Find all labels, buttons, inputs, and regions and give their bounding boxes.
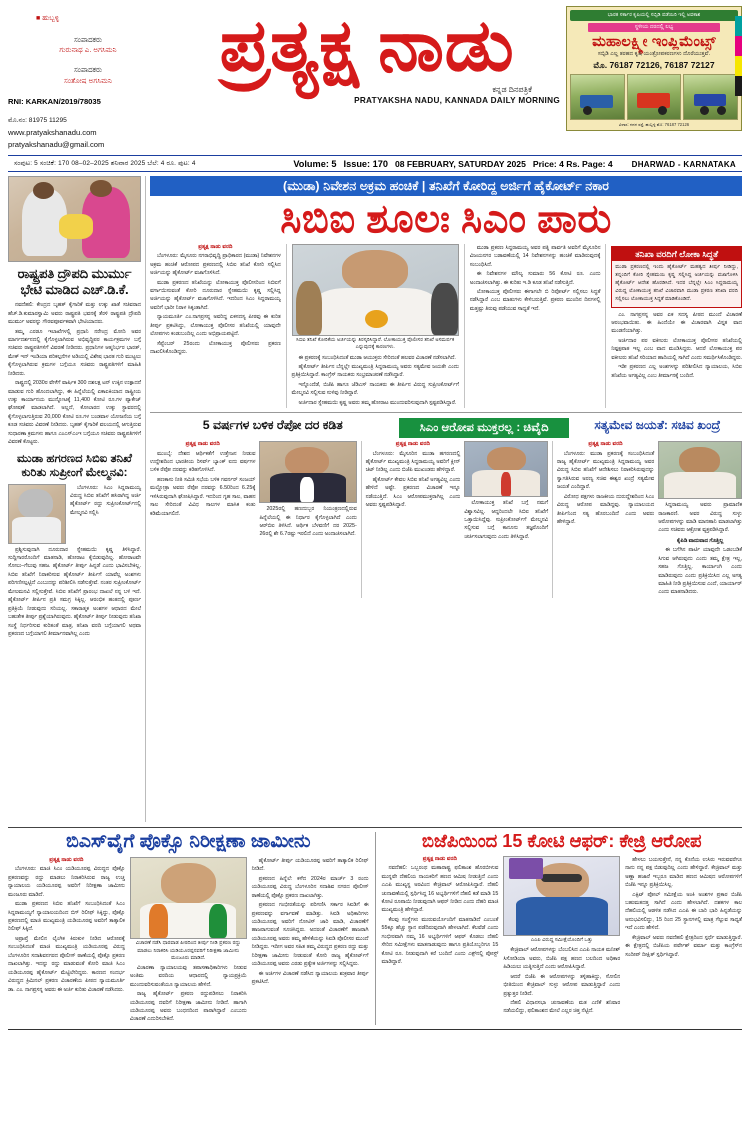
bottom-right-headline: ಬಿಜೆಪಿಯಿಂದ 15 ಕೋಟಿ ಆಫರ್: ಕೇಜ್ರಿ ಆರೋಪ [421,831,702,851]
bottom-left-byline-text: ಪ್ರತ್ಯಕ್ಷ ನಾಡು ವರದಿ [49,856,84,863]
left-story2-body [8,546,141,639]
bottom-right-c2-p1: ಕೇಜ್ರಿವಾಲ್ ಆರೋಪಗಳನ್ನು ಬೆಂಬಲಿಸಿದ ಎಎಪಿ ನಾಯಕ ಮನೀಶ್ ಸಿಸೋಡಿಯಾ ಅವರು, ಬಿಜೆಪಿ ಪಕ್ಷ ಹಣದ ಬಲದಿಂದ ಅಧಿಕಾರ ಹಿಡಿಯಲು ಯತ್ನಿಸುತ್ತಿದೆ ಎಂದು ಆರೋಪಿಸಿದ್ದಾರೆ. [503,947,621,971]
bottom-left-c2-p1: ವಿಚಾರಣಾ ನ್ಯಾಯಾಲಯವು ತಪಾಸಣಾಧಿಕಾರಿಗಳು ನೀಡುವ ಅಂತಿಮ ವರದಿಯ ಆಧಾರದಲ್ಲಿ ನ್ಯಾಯಪ್ರಕ್ರಿಯೆ ಮುಂದುವರಿಸುವಂತೆಯೂ ನ್ಯಾಯಾಲಯ ಹೇಳಿದೆ. [129,964,247,988]
volbar-issue: Issue: 170 [343,158,388,169]
lead-col-3 [470,244,601,408]
editor-1-label: ಸಂಪಾದಕರು [73,34,103,44]
photo-yediyurappa [130,857,247,939]
volbar-kannada: ಸಂಪುಟ: 5 ಸಂಚಿಕೆ: 170 08–02–2025 ಶನಿವಾರ 2025 ಬೆಲೆ: 4 ರೂ. ಪುಟ: 4 [14,159,196,167]
ad-image-plough [570,74,625,120]
sec2-story3-col-b [658,441,742,598]
lead-byline-text: ಪ್ರತ್ಯಕ್ಷ ನಾಡು ವರದಿ [198,243,233,250]
bottom-left-col-1 [8,857,125,1025]
sec2-story2-byline-text: ಪ್ರತ್ಯಕ್ಷ ನಾಡು ವರದಿ [395,441,431,448]
photo-bjp-leader [464,441,548,497]
left-story2-para-1: ಬೆಂಗಳೂರು: ಸಿಎಂ ಸಿದ್ದರಾಮಯ್ಯ ವಿರುದ್ಧ ಸಿಬಿಐ ತನಿಖೆಗೆ ಹಸಿರಾಗಿದ್ದ ಅರ್ಜಿ ಹೈಕೋರ್ಟ್ ರದ್ದು ಸುಪ್ರೀಂಕೋರ್ಟ್‌ನಲ್ಲಿ ಮೇಲ್ಮನವಿ ಸಲ್ಲಿಸಿ [70,484,141,516]
left-story1-para-1: ನವದೆಹಲಿ: ಕೇಂದ್ರದ ಬೃಹತ್ ಕೈಗಾರಿಕೆ ಮತ್ತು ಉಕ್ಕು ಖಾತೆ ಸಚಿವರಾದ ಹೆಚ್.ಡಿ.ಕುಮಾರಸ್ವಾಮಿ ಅವರು ರಾಷ್ಟ್ರಪತಿ ಭವನಕ್ಕೆ ತೆರಳಿ ರಾಷ್ಟ್ರಪತಿ ದ್ರೌಪದಿ ಮುರ್ಮು ಅವರನ್ನು ಗೌರವಪೂರ್ವಕವಾಗಿ ಭೇಟಿಯಾದರು. [8,302,141,326]
lead-col1-para-2: ಮುಡಾ ಪ್ರಕರಣದ ತನಿಖೆಯನ್ನು ಲೋಕಾಯುಕ್ತ ಪೊಲೀಸರಿಂದ ಸಿಬಿಐಗೆ ವರ್ಗಾಯಿಸುವಂತೆ ಕೋರಿ ದೂರುದಾರ ಸ್ನೇಹಮಯಿ ಕೃಷ್ಣ ಸಲ್ಲಿಸಿದ್ದ ಅರ್ಜಿಯನ್ನು ಹೈಕೋರ್ಟ್ ವಜಾಗೊಳಿಸಿದೆ. ಇದರಿಂದ ಸಿಎಂ ಸಿದ್ದರಾಮಯ್ಯ ಅವರಿಗೆ ಭಾರೀ ನಿರಾಳ ಸಿಕ್ಕಂತಾಗಿದೆ. [150,279,281,311]
left-story1-para-2: ತಮ್ಮ ಎರಡೂ ಇಲಾಖೆಗಳಲ್ಲಿ ಪ್ರಧಾನಿ ನರೇಂದ್ರ ಮೋದಿ ಅವರ ಮಾರ್ಗದರ್ಶನದಲ್ಲಿ ಕೈಗೊಳ್ಳಲಾಗಿರುವ ಅಭಿವೃದ್ಧಿಪರ ಕಾರ್ಯಕ್ರಮಗಳ ಬಗ್ಗೆ ಸಚಿವರು ರಾಷ್ಟ್ರಪತಿಗಳಿಗೆ ವಿವರಣೆ ನೀಡಿದರು. ಪ್ರಧಾನಿಗಳ ಆತ್ಮನಿರ್ಭರ ಭಾರತ್, ಮೇಕ್ ಇನ್ ಇಂಡಿಯಾ ಪರಿಕಲ್ಪನೆಗಳ ಅಡಿಯಲ್ಲಿ ವಿಶೇಷ ಭಾರತ ಗುರಿ ಮುಟ್ಟಲು ಕೈಗೊಳ್ಳಲಾಗಿರುವ ಕ್ರಮಗಳ ಬಗ್ಗೆಯೂ ಸಚಿವರು ರಾಷ್ಟ್ರಪತಿಗಳಿಗೆ ಮಾಹಿತಿ ನೀಡಿದರು. [8,328,141,377]
bottom-left-headline: ಬಿಎಸ್‌ವೈಗೆ ಪೊಕ್ಸೊ ನಿರೀಕ್ಷಣಾ ಜಾಮೀನು [65,831,311,852]
lead-col2-body [292,354,459,408]
bottom-left-col-2 [130,857,247,1025]
bottom-left-story [8,832,369,1025]
bottom-right-c3-p2: ಎಕ್ಸಿಟ್ ಪೋಲ್ ಸಮೀಕ್ಷೆಯ ಅಂಕಿ ಅಂಶಗಳ ಪ್ರಕಾರ ಬಿಜೆಪಿ ಬಹುಮತದತ್ತ ಸಾಗಿದೆ ಎಂದು ಹೇಳಲಾಗಿದೆ. ದಶಕಗಳ ಕಾಲ ದೆಹಲಿಯಲ್ಲಿ ಆಡಳಿತ ನಡೆಸಿದ ಎಎಪಿ ಈ ಬಾರಿ ಭಾರಿ ಹಿನ್ನಡೆಯನ್ನು ಅನುಭವಿಸಲಿದ್ದು, 15 ರಿಂದ 25 ಸ್ಥಾನಗಳಲ್ಲಿ ಮಾತ್ರ ಗೆಲ್ಲುವ ಸಾಧ್ಯತೆ ಇದೆ ಎಂದು ಹೇಳಿದೆ. [625,891,742,932]
lead-col1-para-1: ಬೆಂಗಳೂರು: ಮೈಸೂರು ನಗರಾಭಿವೃದ್ಧಿ ಪ್ರಾಧಿಕಾರದ (ಮುಡಾ) ನಿವೇಶನಗಳ ಅಕ್ರಮ ಹಂಚಿಕೆ ಆರೋಪದ ಪ್ರಕರಣದಲ್ಲಿ ಸಿಬಿಐ ತನಿಖೆ ಕೋರಿ ಸಲ್ಲಿಸಿದ ಅರ್ಜಿಯನ್ನು ಹೈಕೋರ್ಟ್ ವಜಾಗೊಳಿಸಿದೆ. [150,253,281,277]
ad-subtitle: ಸಬ್ಸಿಡಿ ಎಲ್ಲ ತರಹದ ಕೃಷಿ ಯಂತ್ರೋಪಕರಣಗಳು ದೊರೆಯುತ್ತವೆ. [597,51,711,57]
lead-col1-para-4: ಸೆಪ್ಟೆಂಬರ್ 25ರಂದು ಲೋಕಾಯುಕ್ತ ಪೊಲೀಸರು ಪ್ರಕರಣ ದಾಖಲಿಸಿಕೊಂಡಿದ್ದರು. [150,340,281,356]
sec2-story3-byline [557,441,654,448]
sec2-story2-para-1: ಬೆಂಗಳೂರು: ಮೈಸೂರಿನ ಮುಡಾ ಹಗರಣದಲ್ಲಿ ಹೈಕೋರ್ಟ್ ಮುಖ್ಯಮಂತ್ರಿ ಸಿದ್ದರಾಮಯ್ಯ ಅವರಿಗೆ ಕ್ಲೀನ್ ಚಿಟ್ ನೀಡಿಲ್ಲ ಎಂದು ಬಿಜೆಪಿ ಮುಖಂಡರು ಹೇಳಿದ್ದಾರೆ. [365,450,461,474]
bottom-left-col-3 [252,857,369,1025]
bottom-left-c3-p1: ಹೈಕೋರ್ಟ್ ತೀರ್ಪು ಯಡಿಯೂರಪ್ಪ ಅವರಿಗೆ ತಾತ್ಕಾಲಿಕ ರಿಲೀಫ್ ನೀಡಿದೆ. [251,857,369,873]
sec2-story3-para-1: ಬೆಂಗಳೂರು: ಮುಡಾ ಪ್ರಕರಣಕ್ಕೆ ಸಂಬಂಧಿಸಿದಂತೆ ರಾಜ್ಯ ಹೈಕೋರ್ಟ್ ಮುಖ್ಯಮಂತ್ರಿ ಸಿದ್ದರಾಮಯ್ಯ ಅವರ ವಿರುದ್ಧ ಸಿಬಿಐ ತನಿಖೆಗೆ ಆದೇಶಿಸಲು ನಿರಾಕರಿಸಿರುವುದನ್ನು ಸ್ವಾಗತಿಸಿರುವ ಅರಣ್ಯ ಸಚಿವ ಈಶ್ವರ ಖಂದ್ರೆ ಸತ್ಯಮೇವ ಜಯತೆ ಎಂದಿದ್ದಾರೆ. [556,450,655,491]
lead-col-2 [292,244,459,408]
bottom-center-divider [375,832,376,1025]
bottom-left-col2-body [130,964,247,1024]
lead-col2-para-3: ಇನ್ನೊಂದೆಡೆ, ಬಿಜೆಪಿ ಹಾಗೂ ಜೆಡಿಎಸ್ ನಾಯಕರು ಈ ತೀರ್ಪಿನ ವಿರುದ್ಧ ಸುಪ್ರೀಂಕೋರ್ಟ್‌ಗೆ ಮೇಲ್ಮನವಿ ಸಲ್ಲಿಸುವ ಸುಳಿವು ನೀಡಿದ್ದಾರೆ. [291,381,459,397]
bottom-right-story [382,832,743,1025]
sec2-story3-body-b [658,501,742,597]
logo-subtitle-kannada: ಕನ್ನಡ ದಿನಪತ್ರಿಕೆ [492,85,532,95]
masthead-left-info [8,6,168,152]
right-top-para-1: ಎಂ. ನಾಗಪ್ರಸನ್ನ ಅವರ ಏಕ ಸದಸ್ಯ ಪೀಠದ ಮುಂದೆ ವಿಚಾರಣೆ ಆರಂಭವಾಯಿತು. ಈ ಹಿಂದೆಯೇ ಈ ವಿಚಾರವಾಗಿ ವಿಸ್ತೃತ ವಾದ ಮಂಡನೆಯಾಗಿತ್ತು. [611,311,742,335]
newspaper-logo: ಪ್ರತ್ಯಕ್ಷ ನಾಡು [219,6,515,86]
bottom-left-c1-p1: ಬೆಂಗಳೂರು: ಮಾಜಿ ಸಿಎಂ ಯಡಿಯೂರಪ್ಪ ವಿರುದ್ಧದ ಪೊಕ್ಸೊ ಪ್ರಕರಣವನ್ನು ರದ್ದು ಮಾಡಲು ನಿರಾಕರಿಸಿರುವ ರಾಜ್ಯ ಉಚ್ಚ ನ್ಯಾಯಾಲಯ ಯಡಿಯೂರಪ್ಪ ಅವರಿಗೆ ನಿರೀಕ್ಷಣಾ ಜಾಮೀನು ಮಂಜೂರು ಮಾಡಿದೆ. [8,866,125,898]
main-column [150,176,742,822]
editor-1-name: ಗುರುನಾಥ ಎ. ಅಗಸಿಮನಿ [59,45,117,55]
sec-headline-cell-3 [573,418,742,438]
secondary-body-row [150,441,742,598]
contact-email[interactable]: pratyakshanadu@gmail.com [8,140,105,150]
masthead-bullet-label: ■ ಹುಬ್ಬಳ್ಳಿ [36,15,60,22]
bottom-section [8,832,742,1025]
bottom-right-col-3 [625,856,742,1017]
bottom-left-c3-p2: ಪ್ರಕರಣದ ಹಿನ್ನೆಲೆ: ಕಳೆದ 2024ರ ಮಾರ್ಚ್ 3 ರಂದು ಯಡಿಯೂರಪ್ಪ ವಿರುದ್ಧ ಬೆಂಗಳೂರಿನ ಸದಾಶಿವ ನಗರದ ಪೊಲೀಸ್ ಠಾಣೆಯಲ್ಲಿ ಪೊಕ್ಸೊ ಪ್ರಕರಣ ದಾಖಲಾಗಿತ್ತು. [251,875,369,899]
ad-product-images [570,74,738,120]
left-story2-intro [70,484,141,544]
bottom-right-col1-body [382,864,499,966]
sec2-story3-para-2: ವಿರೋಧ ಪಕ್ಷಗಳು ರಾಜಕೀಯ ದುರುದ್ದೇಶದಿಂದ ಸಿಎಂ ವಿರುದ್ಧ ಆರೋಪ ಮಾಡಿದ್ದವು. ನ್ಯಾಯಾಲಯದ ತೀರ್ಪಿನಿಂದ ಸತ್ಯ ಹೊರಬಂದಿದೆ ಎಂದು ಅವರು ಹೇಳಿದ್ದಾರೆ. [556,493,655,526]
lead-story-grid [150,244,742,408]
lead-col2-para-4: ಅರ್ಜಿದಾರ ಸ್ನೇಹಮಯಿ ಕೃಷ್ಣ ಅವರು ತಮ್ಮ ಹೋರಾಟ ಮುಂದುವರಿಸುವುದಾಗಿ ಸ್ಪಷ್ಟಪಡಿಸಿದ್ದಾರೆ. [298,399,457,406]
sec2-story2-para-2: ಹೈಕೋರ್ಟ್ ಕೇವಲ ಸಿಬಿಐ ತನಿಖೆ ಅಗತ್ಯವಿಲ್ಲ ಎಂದು ಹೇಳಿದೆ ಅಷ್ಟೇ. ಪ್ರಕರಣದ ವಿಚಾರಣೆ ಇನ್ನೂ ನಡೆಯುತ್ತಿದೆ. ಸಿಎಂ ಆರೋಪಮುಕ್ತರಾಗಿಲ್ಲ ಎಂದು ಅವರು ಸ್ಪಷ್ಟಪಡಿಸಿದ್ದಾರೆ. [365,476,461,509]
lead-col3-para-3: ಲೋಕಾಯುಕ್ತ ಪೊಲೀಸರು ಈಗಾಗಲೇ ಬಿ ರಿಪೋರ್ಟ್ ಸಲ್ಲಿಸಲು ಸಿದ್ಧತೆ ನಡೆಸಿದ್ದಾರೆ ಎಂಬ ಮಾತುಗಳು ಕೇಳಿಬರುತ್ತಿವೆ. ಪ್ರಕರಣ ಮುಂದಿನ ದಿನಗಳಲ್ಲಿ ಮತ್ತಷ್ಟು ತಿರುವು ಪಡೆಯುವ ಸಾಧ್ಯತೆ ಇದೆ. [469,288,601,312]
bottom-right-photo-caption: ಎಎಪಿ ವಿರುದ್ಧ ಸಮೀಕ್ಷೆಯೊಂದಿಗೆ ಒತ್ತು [530,937,593,944]
sec2-story2-col-a [366,441,461,598]
sec2-story3-byline-text: ಪ್ರತ್ಯಕ್ಷ ನಾಡು ವರದಿ [588,441,623,448]
lead-headline: ಸಿಬಿಐ ಶೂಲಃ ಸಿಎಂ ಪಾರು [280,196,612,241]
section-divider-1 [150,412,742,413]
column-separator-1 [286,244,287,408]
section-divider-2 [8,827,742,828]
sec2-story3-col-a [557,441,654,598]
lead-col2-para-2: ಹೈಕೋರ್ಟ್ ತೀರ್ಪಿನ ಬೆನ್ನಲ್ಲೇ ಮುಖ್ಯಮಂತ್ರಿ ಸಿದ್ದರಾಮಯ್ಯ ಅವರು ಸತ್ಯಮೇವ ಜಯತೇ ಎಂದು ಪ್ರತಿಕ್ರಿಯಿಸಿದ್ದಾರೆ. ಕಾಂಗ್ರೆಸ್ ನಾಯಕರು ಸಂಭ್ರಮಾಚರಣೆ ನಡೆಸಿದ್ದಾರೆ. [291,363,459,379]
rni-number: RNI: KARKAN/2019/78035 [8,96,101,106]
sec-headline-cell-2 [399,418,568,438]
photo-minister-khandre [658,441,742,499]
masthead-advertisement[interactable] [566,6,742,131]
sec2-story1-para-2: ಹಣಕಾಸು ನೀತಿ ಸಮಿತಿ ಸಭೆಯ ಬಳಿಕ ಗವರ್ನರ್ ಸಂಜಯ್ ಮಲ್ಹೋತ್ರಾ ಅವರು ರೆಪೋ ದರವನ್ನು 6.50ರಿಂದ 6.25ಕ್ಕೆ ಇಳಿಸಿರುವುದಾಗಿ ಘೋಷಿಸಿದ್ದಾರೆ. ಇದರಿಂದ ಗೃಹ ಸಾಲ, ವಾಹನ ಸಾಲ ಸೇರಿದಂತೆ ವಿವಿಧ ಸಾಲಗಳ ಮಾಸಿಕ ಕಂತು ಕಡಿಮೆಯಾಗಲಿದೆ. [150,476,256,517]
sec2-story1-body-a [150,450,255,519]
left-story1-body [8,301,141,446]
masthead-editor-1 [8,35,168,57]
lead-col3-para-1: ಮುಡಾ ಪ್ರಕರಣ ಸಿದ್ದರಾಮಯ್ಯ ಅವರ ಪತ್ನಿ ಪಾರ್ವತಿ ಅವರಿಗೆ ಮೈಸೂರಿನ ವಿಜಯನಗರ ಬಡಾವಣೆಯಲ್ಲಿ 14 ನಿವೇಶನಗಳನ್ನು ಹಂಚಿಕೆ ಮಾಡಿರುವುದಕ್ಕೆ ಸಂಬಂಧಿಸಿದೆ. [469,244,601,268]
left-story1-headline: ರಾಷ್ಟ್ರಪತಿ ದ್ರೌಪದಿ ಮುರ್ಮು ಭೇಟಿ ಮಾಡಿದ ಎಚ್.ಡಿ.ಕೆ. [17,266,132,298]
sec-headline-1: 5 ವರ್ಷಗಳ ಬಳಿಕ ರೆಪೋ ದರ ಕಡಿತ [202,418,343,433]
red-box-text: ಮುಡಾ ಪ್ರಕರಣದಲ್ಲಿ ಇಂದು ಹೈಕೋರ್ಟ್ ಮಹತ್ವದ ತೀರ್ಪು ನೀಡಿದ್ದು, ತನ್ನಂದಿಗೆ ಕೋರಿ ಸ್ನೇಹಮಯಿ ಕೃಷ್ಣ ಸಲ್ಲಿಸಿದ್ದ ಅರ್ಜಿಯನ್ನು ವಜಾಗೊಳಿಸಿ ಹೈಕೋರ್ಟ್ ಆದೇಶ ಹೊರಡಿಸಿದೆ. ಇದರ ಬೆನ್ನಲ್ಲೇ ಸಿಎಂ ಸಿದ್ದರಾಮಯ್ಯ ವಿರುದ್ಧ ಲೋಕಾಯುಕ್ತ ತನಿಖೆ ವಿಚಾರವಾಗಿ ಮುಡಾ ಪ್ರಕರಣ ತನಿಖಾ ವರದಿ ಸಲ್ಲಿಸಲು ಲೋಕಾಯುಕ್ತ ಸಿದ್ಧತೆ ಮಾಡಿಕೊಂಡಿದೆ. [615,264,738,302]
bottom-right-byline-text: ಪ್ರತ್ಯಕ್ಷ ನಾಡು ವರದಿ [422,855,458,862]
sec-headline-3: ಸತ್ಯಮೇವ ಜಯತೆ: ಸಚಿವ ಖಂದ್ರೆ [594,418,721,433]
sec2-sub-text: ಈ ಬಗೆಗಿನ ಪಾರ್ಟಿ ಯಾವುದೇ ಒಡಂಬಡಿಕೆ ಸಿಗುವ ಆಗಿರುವುದು ಎಂದು ತಮ್ಮ ಕ್ಷೇತ್ರ ಇಲ್ಲ, ಸಹಜ ಗೊತ್ತಿಲ್ಲ. ಕಾರ್ಯಾಂಗಿ ಎಂದು ಮಾಡಿರುವುದು ಎಂದು ಪ್ರತಿಕ್ರಿಯಿಸಿದ ಎಲ್ಲ ಅಗತ್ಯ ಮಾಹಿತಿ ನೀಡಿ ಪ್ರತಿಕ್ರಿಯಿಸುವ ಎಂದೆ, ಯಾರ್ಯಾರ್ ಎಂದು ಮಾತನಾಡಿದರು. [658,547,742,596]
secondary-headline-row [150,418,742,438]
ad-title: ಮಹಾಲಕ್ಷ್ಮೀ ಇಂಪ್ಲಿಮೆಂಟ್ಸ್ [592,34,716,50]
red-highlight-box [611,246,742,308]
sec2-story2-byline [366,441,461,448]
bottom-right-col-1 [382,856,499,1017]
column-separator-3 [605,244,606,408]
bottom-right-c1-p2: ಕೆಲವು ಸಂಸ್ಥೆಗಳು ಮುರುವರ್ಯೊಂದಿಗೆ ಮಾತನಾಡಿದೆ ಎಂಬಂತೆ 55ಕ್ಕೂ ಹೆಚ್ಚು ಸ್ಥಾನ ಪಡೆದಿರುವುದಾಗಿ ಹೇಳಲಾಗಿದೆ. ಕೆಲವೆಡೆ ಎಂದು ಗಂಭೀರವಾಗಿ ನಮ್ಮ 16 ಅಭ್ಯರ್ಥಿಗಳಿಗೆ ಆಫರ್ ಕೊಡಲು ದೆಹಲಿ ಸೇರಿದ ಸಮೀಕ್ಷೆಗಳು ಮಾತನಾಡುವುದು ಹಾಗೂ ಪ್ರತಿಯೊಬ್ಬರಿಗೂ 15 ಕೋಟಿ ರೂ. ನೀಡುವುದಾಗಿ ಕರೆ ಬಂದಿದೆ ಎಂದು ಎಕ್ಸ್‌ನಲ್ಲಿ ಪೋಸ್ಟ್ ಮಾಡಿದ್ದಾರೆ. [381,916,499,966]
masthead-editor-2 [8,65,168,87]
lead-byline [150,244,281,251]
photo-president-meeting [8,176,141,262]
lead-col-1 [150,244,281,408]
sec2-story2-col-b [464,441,548,598]
lead-col1-para-3: ನ್ಯಾಯಮೂರ್ತಿ ಎಂ.ನಾಗಪ್ರಸನ್ನ ಅವರಿದ್ದ ಏಕಸದಸ್ಯ ಪೀಠವು ಈ ಕುರಿತ ತೀರ್ಪು ಪ್ರಕಟಿಸಿದ್ದು, ಲೋಕಾಯುಕ್ತ ಪೊಲೀಸರ ತನಿಖೆಯಲ್ಲಿ ಯಾವುದೇ ಲೋಪಗಳು ಕಂಡುಬಂದಿಲ್ಲ ಎಂದು ಅಭಿಪ್ರಾಯಪಟ್ಟಿದೆ. [150,314,281,338]
bottom-left-c2-p2: ರಾಜ್ಯ ಹೈಕೋರ್ಟ್ ಪ್ರಕರಣ ರದ್ದುಪಡಿಸಲು ನಿರಾಕರಿಸಿ ಯಡಿಯೂರಪ್ಪ ದವರಿಗೆ ನಿರೀಕ್ಷಣಾ ಜಾಮೀನು ನೀಡಿದೆ. ಹಾಗಾಗಿ ಯಡಿಯೂರಪ್ಪ ಅವರು ಬಂಧನದಿಂದ ಪಾರಾಗಿದ್ದಾರೆ ಎಂಬುದು ವಿಚಾರಣೆ ಎದುರಿಸಬೇಕಿದೆ. [129,991,247,1023]
bottom-left-col3-body [252,857,369,987]
sec-headline-2: ಸಿಎಂ ಆರೋಪ ಮುಕ್ತರಲ್ಲ : ಚಿವೈದಿ [399,418,568,438]
volbar-place: DHARWAD - KARNATAKA [631,159,736,169]
editor-2-label: ಸಂಪಾದಕರು [73,65,103,75]
bottom-left-col1-body [8,865,125,994]
left-column [8,176,146,822]
contact-phone: ಮೊ.ನಂ: 81975 11295 [8,117,67,125]
sec2-story2-body-b [464,499,548,541]
lead-photo-caption: ಸಿಬಿಐ ತನಿಖೆ ಕೋರಿಕೆಯ ಅರ್ಜಿಯನ್ನು ತಿರಸ್ಕರಿಸಿದ್ದಾರೆ. ಲೋಕಾಯುಕ್ತ ಪೊಲೀಸರ ತನಿಖೆ ಅಸಮರ್ಪಕ ಎನ್ನುವುದಕ್ಕೆ ಕಾರಣಗಳು. [296,337,455,351]
column-separator-5 [552,441,553,598]
volbar-price: Price: 4 Rs. Page: 4 [532,158,613,169]
sec2-story1-para-3: 2025ರಲ್ಲಿ ಹಣದುಬ್ಬರ ನಿಯಂತ್ರಣದಲ್ಲಿರುವ ಹಿನ್ನೆಲೆಯಲ್ಲಿ ಈ ನಿರ್ಧಾರ ಕೈಗೊಳ್ಳಲಾಗಿದೆ ಎಂದು ಆರ್‌ಬಿಐ ತಿಳಿಸಿದೆ. ಆರ್ಥಿಕ ಬೆಳವಣಿಗೆ ದರ 2025-26ರಲ್ಲಿ ಶೇ 6.7ರಷ್ಟು ಇರಲಿದೆ ಎಂದು ಅಂದಾಜಿಸಲಾಗಿದೆ. [259,506,357,538]
left-story2-headline: ಮುಡಾ ಹಗರಣದ ಸಿಬಿಐ ತನಿಖೆ ಕುರಿತು ಸುಪ್ರೀಂಗೆ ಮೇಲ್ಮನವಿ: [17,451,132,480]
right-top-para-2: ಅರ್ಜಿದಾರ ಪರ ವಕೀಲರು ಲೋಕಾಯುಕ್ತ ಪೊಲೀಸರ ತನಿಖೆಯಲ್ಲಿ ನಿಷ್ಪಕ್ಷಪಾತ ಇಲ್ಲ ಎಂಬ ವಾದ ಮಂಡಿಸಿದ್ದರು. ಆದರೆ ಲೋಕಾಯುಕ್ತ ಪರ ವಕೀಲರು ತನಿಖೆ ಸರಿಯಾದ ಹಾದಿಯಲ್ಲಿ ಸಾಗಿದೆ ಎಂದು ಸಮರ್ಥಿಸಿಕೊಂಡಿದ್ದರು. [611,337,742,361]
bottom-right-columns [382,856,743,1017]
lead-col-4 [611,244,742,408]
bottom-right-col-2 [503,856,620,1017]
sec2-story1-byline-text: ಪ್ರತ್ಯಕ್ಷ ನಾಡು ವರದಿ [185,441,220,448]
left-story1-para-3: ರಾಷ್ಟ್ರದಲ್ಲಿ 2030ರ ವೇಳೆಗೆ ವಾರ್ಷಿಕ 300 ದಶಲಕ್ಷ ಟನ್ ಉಕ್ಕಿನ ಉತ್ಪಾದನೆ ಮಾಡುವ ಗುರಿ ಹೊಂದಲಾಗಿದ್ದು, ಈ ಹಿನ್ನೆಲೆಯಲ್ಲಿ ಏಕಾಏಕಿಯಾದ ರಾಷ್ಟ್ರೀಯ ಉಕ್ಕು ಕಾರ್ಯಾನಯ ಮುನ್ನೋಟಕ್ಕೆ 11,400 ಕೋಟಿ ರೂ.ಗಳ ಪ್ಯಾಕೇಜ್ ಘೋಷಣೆ ಮಾಡಲಾಗಿದೆ. ಅಲ್ಲದೆ, ಕೋಲಾರದ ಉಕ್ಕು ಸ್ಥಾವರದಲ್ಲಿ ಕೈಗೊಳ್ಳಲಾಗುತ್ತಿರುವ 20,000 ಕೋಟಿ ರೂ.ಗಳ ಬಂಡವಾಳ ಯೋಜನೆಯ ಬಗ್ಗೆ ಕೂಡ ಸಚಿವರು ವಿವರಣೆ ನೀಡಿದರು. ಬೃಹತ್ ಕೈಗಾರಿಕೆ ವಲಯದಲ್ಲಿ ಆಗುತ್ತಿರುವ ಸುಧಾರಣಾ ಕ್ರಮಗಳು ಹಾಗೂ ಎಂಎಸ್‌ಎಂಇ ಬಗ್ಗೆಯೂ ಸಚಿವರು ರಾಷ್ಟ್ರಪತಿಗಳಿಗೆ ವಿವರಣೆ ಕೊಟ್ಟರು. [8,380,141,446]
sec2-sub-heading: ಕೈಪಿಡಿ ವಾದುವಾದ ಗೊತ್ತಿಲ್ಲ [676,537,724,544]
red-box-heading: ತನಿಖಾ ವರದಿಗೆ ಲೋಕಾ ಸಿದ್ಧತೆ [612,247,741,261]
page-bottom-rule [8,1029,742,1030]
photo-snehamayi-krishna [8,484,66,544]
ad-pink-banner: ಸ್ಥಳೀಯ ದರದಲ್ಲಿ ಲಭ್ಯ [588,23,720,32]
bottom-right-c2-p3: ದೆಹಲಿ ವಿಧಾನಸಭಾ ಚುನಾವಣೆಯ ಮತ ಎಣಿಕೆ ಶನಿವಾರ ನಡೆಯಲಿದ್ದು, ಫಲಿತಾಂಶದ ಮೇಲೆ ಎಲ್ಲರ ಚಿತ್ತ ನೆಟ್ಟಿದೆ. [503,1000,621,1015]
bottom-right-c3-p1: ಹೇಳಲು ಬಯಸುತ್ತೇನೆ, ನನ್ನ ಕೊನೆಯ ಉಸಿರು ಇರುವವರೆಗೂ ನಾನು ನನ್ನ ಪಕ್ಷ ಬಿಡುವುದಿಲ್ಲ ಎಂದು ಹೇಳಿದ್ದಾರೆ. ಕೇಜ್ರಿವಾಲ್ ಮತ್ತು ಅಣ್ಣಾ ಹಜಾರೆ ಇಬ್ಬರೂ ಮಾಡಿದ ಹಣದ ಆಮಿಷದ ಆರೋಪಗಳಿಗೆ ಬಿಜೆಪಿ ಇನ್ನೂ ಪ್ರತಿಕ್ರಿಯಿಸಿಲ್ಲ. [625,856,742,889]
sec2-story3-body-a [557,450,654,527]
bottom-left-c1-p3: ಅಪ್ರಾಪ್ತೆ ಮೇಲಿನ ಲೈಂಗಿಕ ಕಿರುಕುಳ ನೀಡಿದ ಆರೋಪಕ್ಕೆ ಸಂಬಂಧಿಸಿದಂತೆ ಮಾಜಿ ಮುಖ್ಯಮಂತ್ರಿ ಯಡಿಯೂರಪ್ಪ ವಿರುದ್ಧ ಬೆಂಗಳೂರಿನ ಸದಾಶಿವನಗರದ ಪೊಲೀಸ್ ಠಾಣೆಯಲ್ಲಿ ಪೊಕ್ಸೊ ಪ್ರಕರಣ ದಾಖಲಾಗಿತ್ತು. ಇದನ್ನು ರದ್ದು ಮಾಡುವಂತೆ ಕೋರಿ ಮಾಜಿ ಸಿಎಂ ಯಡಿಯೂರಪ್ಪ ಹೈಕೋರ್ಟ್ ಮೆಟ್ಟಿಲೇರಿದ್ದರು. ಕಾರಣದ ಸಂದರ್ಭ ವಿರುದ್ಧದ ಕ್ರಿಮಿನಲ್ ಪ್ರಕರಣ ವಿಚಾರಣೆಯ ಪೀಠದ ನ್ಯಾಯಮೂರ್ತಿ ಡಾ. ಎಂ. ನಾಗಪ್ರಸನ್ನ ಅವರು ಈ ಅರ್ಜಿ ಕುರಿತು ವಿಚಾರಣೆ ನಡೆಸಿದರು. [8,935,125,993]
bottom-left-c3-p3: ಪ್ರಕರಣದ ಗಂಭೀರತೆಯನ್ನು ಪರಿಗಣಿಸಿ ಸರ್ಕಾರ ಸಿಐಡಿಗೆ ಈ ಪ್ರಕರಣವನ್ನು ವರ್ಗಾವಣೆ ಮಾಡಿತ್ತು. ಸಿಐಡಿ ಅಧಿಕಾರಿಗಳು ಯಡಿಯೂರಪ್ಪ ಅವರಿಗೆ ನೋಟಿಸ್ ಜಾರಿ ಮಾಡಿ, ವಿಚಾರಣೆಗೆ ಹಾಜರಾಗುವಂತೆ ಸೂಚಿಸಿದ್ದರು. ಅದರಂತೆ ವಿಚಾರಣೆಗೆ ಹಾಜರಾಗಿ ಯಡಿಯೂರಪ್ಪ ಅವರು ತಮ್ಮ ಹೇಳಿಕೆಯನ್ನು ಸಿಐಡಿ ಪೊಲೀಸರ ಮುಂದೆ ನೀಡಿದ್ದರು. ಇದೀಗ ಅವರ ಸಹಿತ ತಮ್ಮ ವಿರುದ್ಧದ ಪ್ರಕರಣ ರದ್ದು ಮತ್ತು ನಿರೀಕ್ಷಣಾ ಜಾಮೀನು ನೀಡುವಂತೆ ಕೋರಿ ರಾಜ್ಯ ಹೈಕೋರ್ಟ್‌ಗೆ ಯಡಿಯೂರಪ್ಪ ಅವರು ಎರಡು ಪ್ರತ್ಯೇಕ ಅರ್ಜಿಗಳನ್ನು ಸಲ್ಲಿಸಿದ್ದರು. [251,902,369,968]
bottom-right-col2-body [503,946,620,1016]
page-body [8,176,742,822]
photo-siddaramaiah [292,244,459,336]
masthead-contact [8,116,168,152]
bottom-left-c1-p2: ಮುಡಾ ಪ್ರಕರಣದ ಸಿಬಿಐ ತನಿಖೆಗೆ ಸಂಬಂಧಿಸಿದಂತೆ ಸಿಎಂ ಸಿದ್ದರಾಮಯ್ಯಗೆ ನ್ಯಾಯಾಲಯದಿಂದ ಬಿಗ್ ರಿಲೀಫ್ ಸಿಕ್ಕಿದ್ದು, ಪೊಕ್ಸೊ ಪ್ರಕರಣದಲ್ಲಿ ಮಾಜಿ ಮುಖ್ಯಮಂತ್ರಿ ಯಡಿಯೂರಪ್ಪ ಅವರಿಗೆ ತಾತ್ಕಾಲಿಕ ರಿಲೀಫ್ ಸಿಕ್ಕಿದೆ. [8,901,125,933]
lead-col1-body [150,252,281,356]
logo-subtitle-english: PRATYAKSHA NADU, KANNADA DAILY MORNING [354,96,560,106]
sec2-story1-col-b [259,441,356,598]
sec-headline-cell-1 [150,418,395,438]
bottom-right-c2-p2: ಆದರೆ ಬಿಜೆಪಿ ಈ ಆರೋಪಗಳನ್ನು ತಳ್ಳಿಹಾಕಿದ್ದು, ಸೋಲಿನ ಭೀತಿಯಿಂದ ಕೇಜ್ರಿವಾಲ್ ಸುಳ್ಳು ಆರೋಪ ಮಾಡುತ್ತಿದ್ದಾರೆ ಎಂದು ಪ್ರತ್ಯುತ್ತರ ನೀಡಿದೆ. [503,973,621,997]
ad-image-rotavator [627,74,682,120]
volbar-english [293,159,736,169]
column-separator-4 [361,441,362,598]
lead-kicker-banner: (ಮುಡಾ) ನಿವೇಶನ ಅಕ್ರಮ ಹಂಚಿಕೆ | ತನಿಖೆಗೆ ಕೋರಿದ್ದ ಅರ್ಜಿಗೆ ಹೈಕೋರ್ಟ್ ನಕಾರ [150,176,742,196]
lead-col3-body [470,244,601,314]
masthead [8,6,742,152]
volume-info-bar [8,155,742,172]
volbar-date: 08 FEBRUARY, SATURDAY 2025 [394,158,526,169]
photo-kejriwal [503,856,620,936]
ad-image-trailer [683,74,738,120]
sec2-story3-para-3: ಸಿದ್ದರಾಮಯ್ಯ ಅವರು ಪ್ರಾಮಾಣಿಕ ರಾಜಕಾರಣಿ. ಅವರ ವಿರುದ್ಧ ಸುಳ್ಳು ಆರೋಪಗಳನ್ನು ಮಾಡಿ ಮಾನಹಾನಿ ಮಾಡಲಾಗಿತ್ತು ಎಂದು ಸಚಿವರು ಆಕ್ರೋಶ ವ್ಯಕ್ತಪಡಿಸಿದ್ದಾರೆ. [658,502,742,534]
contact-website[interactable]: www.pratyakshanadu.com [8,127,97,137]
bottom-right-c3-p3: ಕೇಜ್ರಿವಾಲ್ ಅವರು ನವದೆಹಲಿ ಕ್ಷೇತ್ರದಿಂದ ಸ್ಪರ್ಧೆ ಮಾಡುತ್ತಿದ್ದಾರೆ. ಈ ಕ್ಷೇತ್ರದಲ್ಲಿ ಬಿಜೆಪಿಯ ಪರ್ವೇಶ್ ವರ್ಮಾ ಮತ್ತು ಕಾಂಗ್ರೆಸ್‌ನ ಸಂದೀಪ್ ದೀಕ್ಷಿತ್ ಸ್ಪರ್ಧಿಸಿದ್ದಾರೆ. [625,934,742,958]
ad-top-banner: ಭಾರತ ಸರ್ಕಾರ ಕೃಷಿಯಲ್ಲಿ ಸಬ್ಸಿಡಿ ಪಡೆಯಿರಿ ಇಲ್ಲಿ ಅವಕಾಶ [570,10,738,21]
sec2-story1-col-a [150,441,255,598]
bottom-right-c1-p1: ನವದೆಹಲಿ: ಒಬ್ಬರಂಥ ಮಹಾರಾಷ್ಟ್ರ ಫಲಿತಾಂಶ ಹೊರಬೀಳುವ ಮುನ್ನವೇ ದೆಹಲಿಯ ನಾಯಕರಿಗೆ ಹಣದ ಆಮಿಷ ನೀಡುತ್ತಿದೆ ಎಂದು ಎಎಪಿ ಮುಖ್ಯಸ್ಥ ಅರವಿಂದ ಕೇಜ್ರಿವಾಲ್ ಆರೋಪಿಸಿದ್ದಾರೆ. ದೆಹಲಿ ಚುನಾವಣೆಯಲ್ಲಿ ಸ್ಪರ್ಧಿಸಿದ್ದ 16 ಅಭ್ಯರ್ಥಿಗಳಿಗೆ ದೆಹಲಿ ಕಡೆ ಮಾಡಿ 15 ಕೋಟಿ ರೂಪಾಯಿ ನೀಡುವುದಾಗಿ ಆಫರ್ ನೀಡಿದ ಎಂದು ದೆಹರಿ ಮಾಜಿ ಮುಖ್ಯಮಂತ್ರಿ ಹೇಳಿದ್ದಾರೆ. [381,865,499,914]
photo-rbi-governor [259,441,356,503]
sec2-story2-body-a [366,450,461,510]
bottom-left-c3-p4: ಈ ಅರ್ಜಿಗಳ ವಿಚಾರಣೆ ನಡೆಸಿದ ನ್ಯಾಯಾಲಯ ಶುಕ್ರವಾರ ತೀರ್ಪು ಪ್ರಕಟಿಸಿದೆ. [251,970,369,986]
sec2-story2-para-3: ಲೋಕಾಯುಕ್ತ ತನಿಖೆ ಬಗ್ಗೆ ನಮಗೆ ವಿಶ್ವಾಸವಿಲ್ಲ. ಆದ್ದರಿಂದಲೇ ಸಿಬಿಐ ತನಿಖೆಗೆ ಒತ್ತಾಯಿಸಿದ್ದೆವು. ಸುಪ್ರೀಂಕೋರ್ಟ್‌ಗೆ ಮೇಲ್ಮನವಿ ಸಲ್ಲಿಸುವ ಬಗ್ಗೆ ಕಾನೂನು ತಜ್ಞರೊಂದಿಗೆ ಚರ್ಚಿಸಲಾಗುವುದು ಎಂದು ತಿಳಿಸಿದ್ದಾರೆ. [464,500,549,540]
sec2-story1-byline [150,441,255,448]
right-top-para-3: ಇಡೀ ಪ್ರಕರಣದ ಎಲ್ಲ ಅಂಶಗಳನ್ನು ಪರಿಶೀಲಿಸಿದ ನ್ಯಾಯಾಲಯ, ಸಿಬಿಐ ತನಿಖೆಯ ಅಗತ್ಯವಿಲ್ಲ ಎಂಬ ತೀರ್ಮಾನಕ್ಕೆ ಬಂದಿದೆ. [611,364,742,379]
lead-col2-para-1: ಈ ಪ್ರಕರಣಕ್ಕೆ ಸಂಬಂಧಿಸಿದಂತೆ ಮುಡಾ ಆಯುಕ್ತರು ಸೇರಿದಂತೆ ಹಲವರ ವಿಚಾರಣೆ ನಡೆಸಲಾಗಿದೆ. [298,354,456,361]
ad-footer: ವಿಳಾಸ: ಗದಗ ರಸ್ತೆ, ಹುಬ್ಬಳ್ಳಿ ಮೊ: 76187 72126 [618,122,690,127]
color-registration-strip [735,16,742,136]
column-separator-2 [464,244,465,408]
bottom-left-byline [8,857,125,864]
bottom-left-photo-caption: ವಿಚಾರಣೆ ನಡೆಸಿ ಧಾರವಾಡ ಪೀಠದಿಂದ ತೀರ್ಪು ನೀಡಿ ಪ್ರಕರಣ ರದ್ದು ಮಾಡಲು ನಿರಾಕರಿಸಿ ಯಡಿಯೂರಪ್ಪನವರಿಗೆ ನಿರೀಕ್ಷಣಾ ಜಾಮೀನು ಮಂಜೂರು ಮಾಡಿದೆ. [135,940,241,961]
right-top-body [611,311,742,381]
masthead-logo-block [168,6,566,105]
editor-2-name: ಸಂತೋಷ ಅಗಸಿಮನಿ [64,75,112,85]
volbar-volume: Volume: 5 [293,158,337,169]
sec2-story1-para-1: ಮುಂಬೈ: ದೇಶದ ಆರ್ಥಿಕತೆಗೆ ಉತ್ತೇಜನ ನೀಡುವ ಉದ್ದೇಶದಿಂದ ಭಾರತೀಯ ರಿಸರ್ವ್ ಬ್ಯಾಂಕ್ ಐದು ವರ್ಷಗಳ ಬಳಿಕ ರೆಪೋ ದರವನ್ನು ಕಡಿತಗೊಳಿಸಿದೆ. [150,450,256,474]
lead-col3-para-2: ಈ ನಿವೇಶನಗಳ ಮೌಲ್ಯ ಸುಮಾರು 56 ಕೋಟಿ ರೂ. ಎಂದು ಅಂದಾಜಿಸಲಾಗಿತ್ತು. ಈ ಕುರಿತು ಇ.ಡಿ ಕೂಡ ತನಿಖೆ ನಡೆಸುತ್ತಿದೆ. [469,271,601,286]
bottom-right-byline [382,856,499,863]
left-story2-para-2: ಪ್ರಶ್ನಿಸುವುದಾಗಿ ದೂರುದಾರ ಸ್ನೇಹಮಯಿ ಕೃಷ್ಣ ತಿಳಿಸಿದ್ದಾರೆ. ಸುದ್ದಿಗಾರರೊಂದಿಗೆ ಮಾತನಾಡಿ, ಹೋರಾಟ ಕೈಬಿಡುವುದಿಲ್ಲ. ಹೋರಾಟವೇ ಸೋಲು–ಗೆಲುವು ಸಹಜ. ಹೈಕೋರ್ಟ್ ತೀರ್ಪು ಹಿನ್ನಡೆ ಎಂದು ಭಾವಿಸಬೇಕಿಲ್ಲ. ಸಿಬಿಐ ತನಿಖೆಗೆ ನಿರಾಕರಿಸುವ ಹೈಕೋರ್ಟ್ ತೀರ್ಪಿಗೆ ಯಾವೆಲ್ಲ ಅಂಶಗಳು ಪರಿಗಣಿಸಲ್ಪಟ್ಟಿದೆ ಎಂಬುದನ್ನು ಪರಿಶೀಲಿಸಿ ನಡೆಸುತ್ತೇವೆ. ನಂತರ ಸುಪ್ರೀಂಕೋರ್ಟ್ ಮೇಲಮನವಿ ಸಲ್ಲಿಸುತ್ತೇವೆ. ಸಿಬಿಐ ತನಿಖೆಗೆ ಪ್ರಾರಂಭ ದಾಖಲೆ ನನ್ನ ಬಳಿ ಇದೆ. ಹೈಕೋರ್ಟ್ ತೀರ್ಪಿನ ಪ್ರತಿ ಸಮಗ್ರ ಸಿಕ್ಕಿಲ್ಲ. ಆರಂಭಿಕ ಹಂತದಲ್ಲಿ ಪೂರ್ಣ ಪ್ರತಿಕ್ರಿಯೆ ನೀಡುವುದು ಸರಿಯಲ್ಲ. ಸಕಾರಾತ್ಮಕ ಅಂಶಗಳ ಆಧಾರದ ಮೇಲೆ ಬಹುತೇಕ ತೀರ್ಪು ಪ್ರಶ್ನೆಯಾಗಿರುವುದು. ಹೈಕೋರ್ಟ್ ತೀರ್ಪು ನೀಡುವುದು ತನಿಖಾ ಸಂಸ್ಥೆ ನಿರ್ಧರಿಸುವ ಕುರಿತಂತೆ ಮಾತ್ರ, ತನಿಖಾ ವರದಿ ಬಗ್ಗೆಯಾಗಲಿ ಅಥವಾ ಪ್ರಕರಣದ ಬಗ್ಗೆಯಾಗಲಿ ತೀರ್ಮಾನವಾಗಿಲ್ಲ ಎಂದು [8,546,141,637]
sec2-story1-body-b [259,505,356,539]
bottom-left-columns [8,857,369,1025]
ad-phone: ಮೊ. 76187 72126, 76187 72127 [593,60,715,70]
bottom-right-col3-body [625,856,742,959]
